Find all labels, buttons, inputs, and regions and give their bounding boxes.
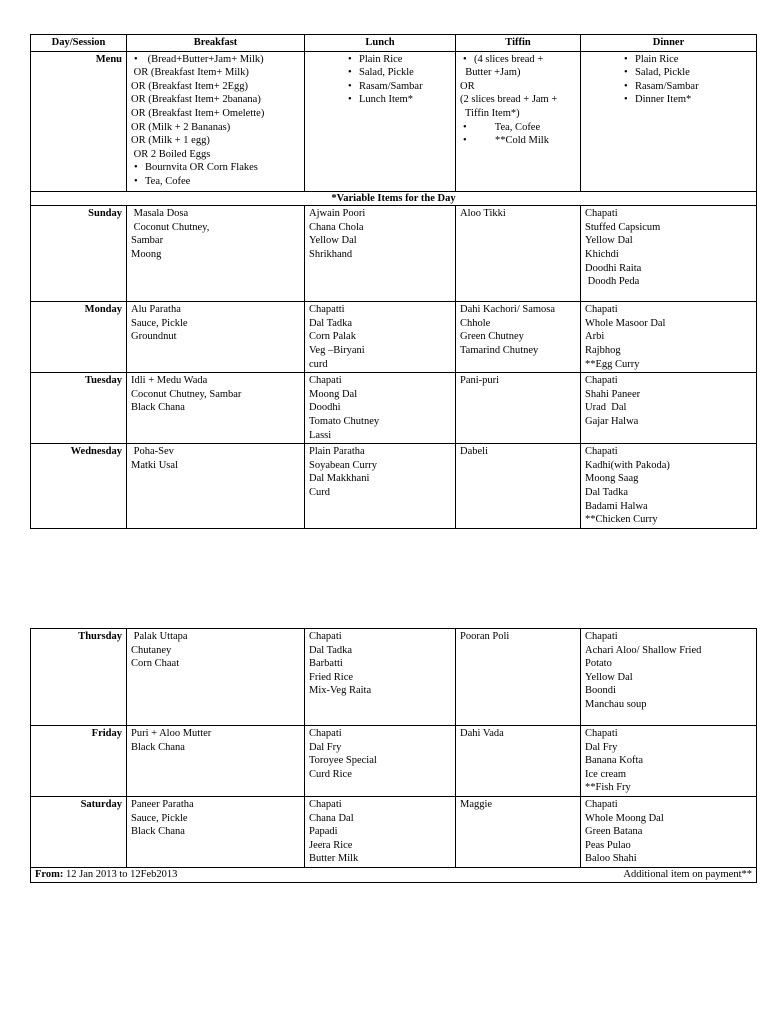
menu-item-text: • Dinner Item*	[635, 94, 692, 106]
menu-table-top	[30, 34, 757, 529]
lunch-item: curd	[309, 358, 328, 370]
breakfast-item: Moong	[131, 248, 162, 260]
dinner-item: Doodhi Raita	[585, 262, 642, 274]
lunch-cell	[305, 302, 456, 373]
tiffin-item: Pani-puri	[460, 375, 500, 387]
tiffin-cell	[456, 796, 581, 867]
dinner-item: Achari Aloo/ Shallow Fried	[585, 644, 702, 656]
menu-item-text: • Tea, Cofee	[474, 121, 541, 133]
from-range: 12 Jan 2013 to 12Feb2013	[63, 868, 178, 880]
menu-item	[460, 121, 576, 135]
menu-item	[131, 121, 300, 135]
tiffin-item: Chhole	[460, 317, 491, 329]
menu-item-text: Butter +Jam)	[460, 67, 521, 79]
day-row-tuesday	[31, 373, 757, 444]
menu-lunch-cell	[305, 51, 456, 191]
menu-item	[345, 66, 451, 80]
menu-breakfast-list	[131, 53, 300, 189]
dinner-item: Peas Pulao	[585, 839, 631, 851]
breakfast-item: Masala Dosa	[131, 208, 189, 220]
lunch-cell	[305, 796, 456, 867]
breakfast-cell	[127, 373, 305, 444]
menu-item-text: OR (Milk + 2 Bananas)	[131, 121, 231, 133]
day-label: Tuesday	[31, 373, 127, 444]
tiffin-item: Aloo Tikki	[460, 208, 506, 220]
lunch-item: Ajwain Poori	[309, 208, 366, 220]
dinner-cell	[581, 726, 757, 797]
lunch-item: Toroyee Special	[309, 755, 377, 767]
breakfast-cell	[127, 444, 305, 529]
menu-item	[621, 53, 752, 67]
menu-item	[131, 66, 300, 80]
menu-item-text: • (4 slices bread +	[474, 53, 544, 65]
menu-item	[131, 53, 300, 67]
dinner-item: Arbi	[585, 331, 605, 343]
additional-item-note: Additional item on payment**	[623, 868, 752, 880]
dinner-cell	[581, 796, 757, 867]
menu-item	[131, 175, 300, 189]
lunch-item: Dal Makkhani	[309, 473, 370, 485]
menu-item	[345, 53, 451, 67]
menu-item-text: OR (Breakfast Item+ 2banana)	[131, 94, 261, 106]
header-breakfast: Breakfast	[127, 35, 305, 52]
header-row	[31, 35, 757, 52]
tiffin-item: Dabeli	[460, 446, 488, 458]
dinner-item: Whole Masoor Dal	[585, 317, 666, 329]
dinner-item: Rajbhog	[585, 344, 621, 356]
dinner-item: Chapati	[585, 375, 618, 387]
breakfast-item: Black Chana	[131, 741, 185, 753]
lunch-item: Soyabean Curry	[309, 459, 377, 471]
date-range	[35, 868, 177, 882]
days-bottom-body	[31, 629, 757, 868]
menu-item-text: OR (Breakfast Item+ 2Egg)	[131, 80, 249, 92]
lunch-item: Chapati	[309, 375, 342, 387]
lunch-cell	[305, 444, 456, 529]
day-label: Wednesday	[31, 444, 127, 529]
dinner-item: Badami Halwa	[585, 500, 648, 512]
dinner-item: **Fish Fry	[585, 782, 631, 794]
lunch-item: Doodhi	[309, 402, 341, 414]
menu-item	[345, 80, 451, 94]
menu-item-text: • Lunch Item*	[359, 94, 413, 106]
menu-item	[131, 148, 300, 162]
breakfast-item: Sauce, Pickle	[131, 812, 188, 824]
lunch-item: Corn Palak	[309, 331, 356, 343]
lunch-item: Dal Tadka	[309, 317, 353, 329]
menu-item	[131, 134, 300, 148]
menu-tiffin-list	[460, 53, 576, 148]
dinner-item: Chapati	[585, 304, 618, 316]
header-dinner: Dinner	[581, 35, 757, 52]
tiffin-item: Tamarind Chutney	[460, 344, 539, 356]
lunch-item: Mix-Veg Raita	[309, 685, 372, 697]
days-top-body	[31, 206, 757, 529]
breakfast-item: Black Chana	[131, 402, 185, 414]
breakfast-item: Alu Paratha	[131, 304, 181, 316]
dinner-item: Chapati	[585, 631, 618, 642]
from-label: From:	[35, 868, 64, 880]
variable-items-title: *Variable Items for the Day	[31, 191, 757, 206]
lunch-item: Jeera Rice	[309, 839, 353, 851]
breakfast-item: Coconut Chutney,	[131, 221, 210, 233]
menu-item	[131, 107, 300, 121]
breakfast-item: Sambar	[131, 235, 164, 247]
day-row-monday	[31, 302, 757, 373]
day-label: Saturday	[31, 796, 127, 867]
lunch-item: Papadi	[309, 826, 338, 838]
dinner-item: Yellow Dal	[585, 235, 633, 247]
dinner-item: Stuffed Capsicum	[585, 221, 661, 233]
lunch-item: Veg –Biryani	[309, 344, 365, 356]
dinner-item: **Egg Curry	[585, 358, 640, 370]
menu-item-text: Tiffin Item*)	[460, 107, 520, 119]
lunch-item: Chapati	[309, 631, 342, 642]
dinner-item: Baloo Shahi	[585, 853, 637, 865]
breakfast-item: Poha-Sev	[131, 446, 174, 458]
menu-item-text: • **Cold Milk	[474, 135, 549, 147]
day-label: Thursday	[31, 629, 127, 726]
lunch-item: Chana Dal	[309, 812, 354, 824]
lunch-item: Chapati	[309, 728, 342, 739]
dinner-item: Gajar Halwa	[585, 415, 639, 427]
menu-item	[621, 80, 752, 94]
menu-item	[621, 66, 752, 80]
menu-item	[460, 66, 576, 80]
tiffin-item: Maggie	[460, 798, 493, 810]
menu-item-text: OR (Breakfast Item+ Milk)	[131, 67, 249, 79]
tiffin-item: Dahi Vada	[460, 728, 504, 739]
breakfast-cell	[127, 206, 305, 302]
tiffin-item: Dahi Kachori/ Samosa	[460, 304, 556, 316]
dinner-item: Chapati	[585, 728, 618, 739]
menu-table-bottom	[30, 628, 757, 883]
menu-tiffin-cell	[456, 51, 581, 191]
dinner-item: Ice cream	[585, 768, 627, 780]
menu-item-text: OR (Milk + 1 egg)	[131, 135, 210, 147]
dinner-cell	[581, 629, 757, 726]
breakfast-cell	[127, 302, 305, 373]
tiffin-cell	[456, 206, 581, 302]
menu-item-text: • Plain Rice	[635, 53, 679, 65]
menu-item	[460, 107, 576, 121]
lunch-item: Lassi	[309, 429, 332, 441]
menu-item	[131, 161, 300, 175]
tiffin-cell	[456, 373, 581, 444]
lunch-item: Fried Rice	[309, 671, 354, 683]
day-label: Monday	[31, 302, 127, 373]
dinner-item: Chapati	[585, 446, 618, 458]
lunch-item: Dal Tadka	[309, 644, 353, 656]
lunch-item: Tomato Chutney	[309, 415, 380, 427]
dinner-cell	[581, 373, 757, 444]
breakfast-cell	[127, 796, 305, 867]
menu-item	[460, 80, 576, 94]
breakfast-item: Black Chana	[131, 826, 185, 838]
variable-items-row	[31, 191, 757, 206]
header-day-session: Day/Session	[31, 35, 127, 52]
dinner-item: Manchau soup	[585, 698, 647, 710]
dinner-item: Shahi Paneer	[585, 388, 641, 400]
dinner-cell	[581, 206, 757, 302]
lunch-item: Yellow Dal	[309, 235, 357, 247]
menu-item-text: • Bournvita OR Corn Flakes	[145, 162, 258, 174]
menu-dinner-cell	[581, 51, 757, 191]
breakfast-item: Paneer Paratha	[131, 798, 194, 810]
lunch-item: Butter Milk	[309, 853, 359, 865]
menu-item-text: • Salad, Pickle	[359, 67, 414, 79]
dinner-item: **Chicken Curry	[585, 514, 658, 526]
lunch-cell	[305, 373, 456, 444]
dinner-item: Doodh Peda	[585, 276, 640, 288]
breakfast-item: Puri + Aloo Mutter	[131, 728, 212, 739]
menu-item-text: • Salad, Pickle	[635, 67, 690, 79]
menu-item-text: OR 2 Boiled Eggs	[131, 148, 211, 160]
breakfast-item: Palak Uttapa	[131, 631, 188, 642]
menu-row	[31, 51, 757, 191]
dinner-item: Banana Kofta	[585, 755, 644, 767]
day-row-thursday	[31, 629, 757, 726]
breakfast-item: Idli + Medu Wada	[131, 375, 208, 387]
tiffin-item: Green Chutney	[460, 331, 524, 343]
breakfast-item: Matki Usal	[131, 459, 178, 471]
dinner-item: Boondi	[585, 685, 616, 697]
menu-item	[460, 53, 576, 67]
breakfast-item: Chutaney	[131, 644, 172, 656]
breakfast-item: Groundnut	[131, 331, 177, 343]
menu-item	[621, 93, 752, 107]
day-label: Friday	[31, 726, 127, 797]
lunch-item: Chapatti	[309, 304, 345, 316]
dinner-item: Chapati	[585, 798, 618, 810]
menu-label: Menu	[31, 51, 127, 191]
lunch-item: Plain Paratha	[309, 446, 365, 458]
day-row-saturday	[31, 796, 757, 867]
menu-item-text: • Rasam/Sambar	[359, 80, 423, 92]
lunch-item: Moong Dal	[309, 388, 358, 400]
menu-item-text: • Rasam/Sambar	[635, 80, 699, 92]
dinner-item: Green Batana	[585, 826, 643, 838]
day-row-friday	[31, 726, 757, 797]
breakfast-cell	[127, 726, 305, 797]
tiffin-cell	[456, 629, 581, 726]
lunch-cell	[305, 206, 456, 302]
lunch-item: Chapati	[309, 798, 342, 810]
dinner-cell	[581, 302, 757, 373]
dinner-item: Khichdi	[585, 248, 619, 260]
footer-row	[31, 867, 757, 882]
breakfast-item: Coconut Chutney, Sambar	[131, 388, 242, 400]
lunch-item: Chana Chola	[309, 221, 364, 233]
dinner-item: Dal Fry	[585, 741, 618, 753]
menu-item-text: (2 slices bread + Jam +	[460, 94, 558, 106]
menu-item-text: OR	[460, 80, 475, 92]
tiffin-cell	[456, 444, 581, 529]
menu-item-text: • Tea, Cofee	[145, 175, 191, 187]
menu-item-text: OR (Breakfast Item+ Omelette)	[131, 107, 265, 119]
dinner-cell	[581, 444, 757, 529]
lunch-item: Curd Rice	[309, 768, 352, 780]
menu-item-text: • Plain Rice	[359, 53, 403, 65]
menu-item	[460, 134, 576, 148]
menu-item-text: • (Bread+Butter+Jam+ Milk)	[145, 53, 264, 65]
dinner-item: Whole Moong Dal	[585, 812, 664, 824]
menu-item	[131, 80, 300, 94]
dinner-item: Potato	[585, 658, 612, 670]
day-row-sunday	[31, 206, 757, 302]
tiffin-item: Pooran Poli	[460, 631, 510, 642]
menu-dinner-list	[585, 53, 752, 107]
dinner-item: Yellow Dal	[585, 671, 633, 683]
breakfast-item: Sauce, Pickle	[131, 317, 188, 329]
dinner-item: Urad Dal	[585, 402, 627, 414]
lunch-item: Barbatti	[309, 658, 343, 670]
day-row-wednesday	[31, 444, 757, 529]
tiffin-cell	[456, 726, 581, 797]
menu-lunch-list	[309, 53, 451, 107]
header-lunch: Lunch	[305, 35, 456, 52]
dinner-item: Moong Saag	[585, 473, 639, 485]
menu-breakfast-cell	[127, 51, 305, 191]
lunch-item: Curd	[309, 486, 330, 498]
lunch-cell	[305, 629, 456, 726]
tiffin-cell	[456, 302, 581, 373]
header-tiffin: Tiffin	[456, 35, 581, 52]
footer-cell	[31, 867, 757, 882]
breakfast-item: Corn Chaat	[131, 658, 180, 670]
day-label: Sunday	[31, 206, 127, 302]
lunch-cell	[305, 726, 456, 797]
menu-item	[460, 93, 576, 107]
breakfast-cell	[127, 629, 305, 726]
menu-item	[131, 93, 300, 107]
dinner-item: Chapati	[585, 208, 618, 220]
menu-item	[345, 93, 451, 107]
dinner-item: Kadhi(with Pakoda)	[585, 459, 670, 471]
lunch-item: Shrikhand	[309, 248, 353, 260]
dinner-item: Dal Tadka	[585, 486, 629, 498]
lunch-item: Dal Fry	[309, 741, 342, 753]
